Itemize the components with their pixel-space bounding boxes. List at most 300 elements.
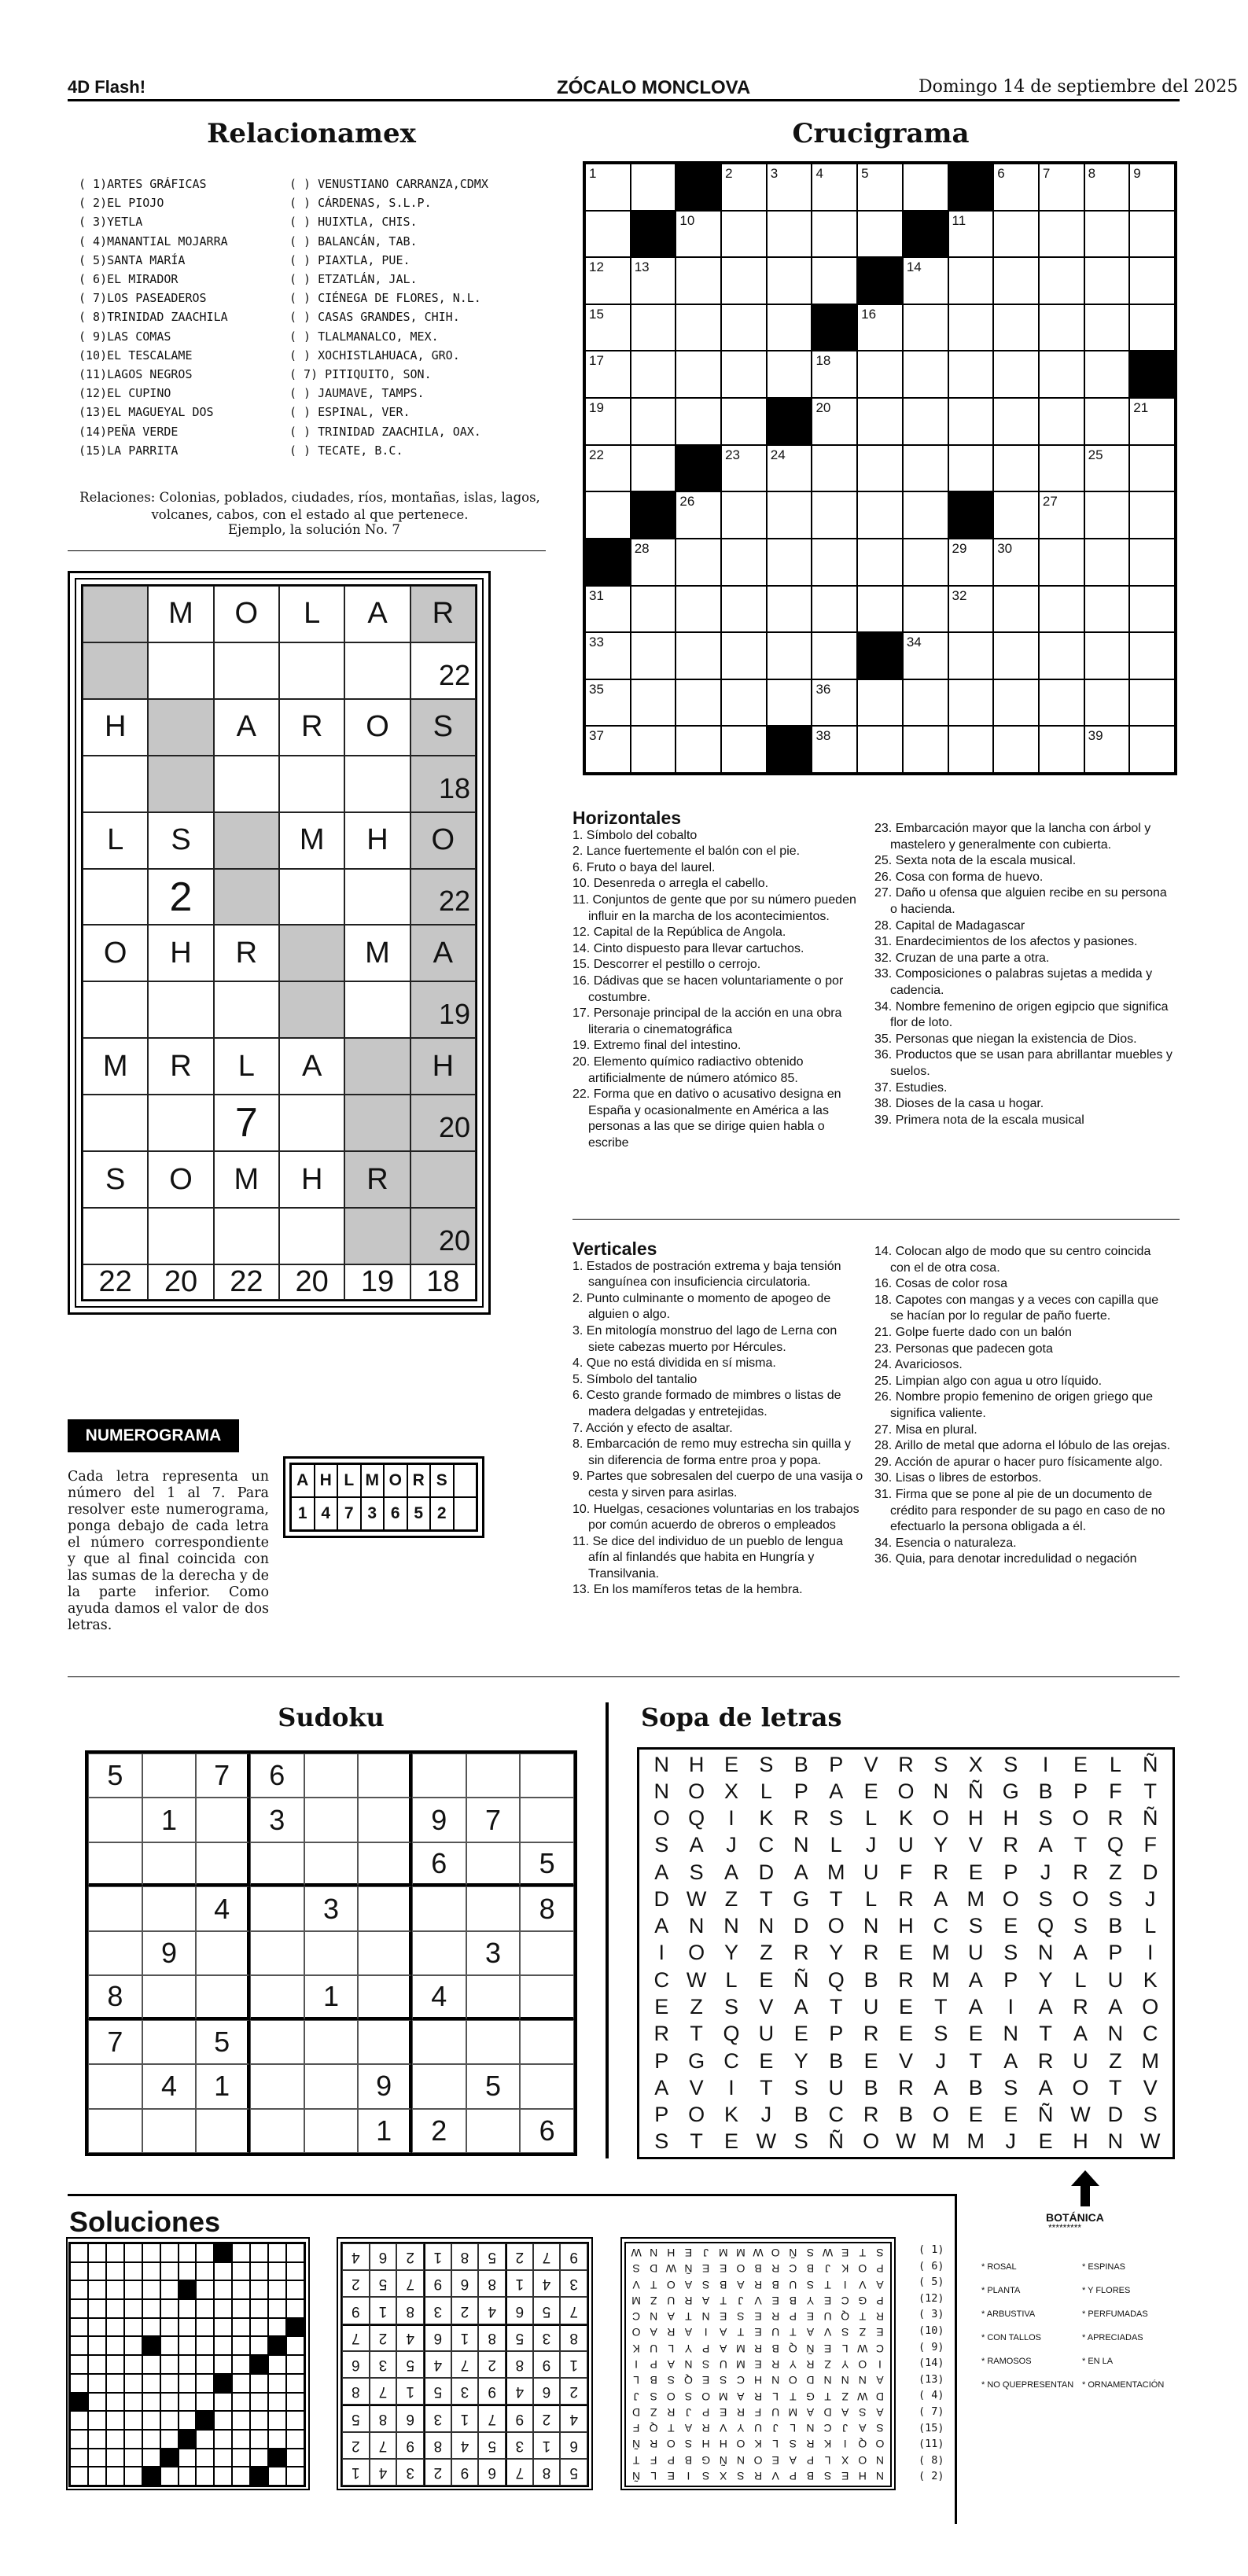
word-search-letter[interactable]: K — [1143, 1967, 1158, 1992]
word-search-letter[interactable]: N — [758, 1914, 775, 1938]
word-search-letter[interactable]: V — [759, 1995, 774, 2019]
word-search-letter[interactable]: E — [793, 2022, 808, 2046]
crossword-cell[interactable] — [767, 164, 812, 211]
numerograma-cell[interactable] — [214, 812, 279, 869]
crossword-cell[interactable] — [1084, 398, 1130, 445]
crossword-grid[interactable] — [583, 161, 1177, 775]
numerograma-cell[interactable] — [344, 1095, 410, 1151]
sudoku-cell[interactable] — [358, 1798, 412, 1842]
crossword-cell[interactable] — [721, 398, 767, 445]
word-search-letter[interactable]: O — [827, 1914, 845, 1938]
word-search-letter[interactable]: E — [1003, 1914, 1018, 1938]
crossword-cell[interactable] — [1084, 445, 1130, 492]
word-search-letter[interactable]: Ñ — [1037, 2103, 1054, 2127]
crossword-cell[interactable] — [812, 398, 857, 445]
crossword-cell[interactable] — [1084, 304, 1130, 351]
word-search-letter[interactable]: E — [968, 1860, 983, 1884]
word-search-letter[interactable]: S — [1003, 2075, 1018, 2099]
word-search-letter[interactable]: E — [654, 1995, 669, 2019]
crossword-cell[interactable] — [631, 164, 676, 211]
word-search-letter[interactable]: Q — [1037, 1914, 1055, 1938]
crossword-cell[interactable] — [857, 351, 903, 398]
crossword-cell[interactable] — [903, 398, 948, 445]
crossword-cell[interactable] — [993, 632, 1039, 679]
word-search-letter[interactable]: Ñ — [793, 1967, 809, 1992]
numerograma-cell[interactable] — [279, 642, 344, 699]
word-search-letter[interactable]: E — [1003, 2103, 1018, 2127]
word-search-letter[interactable]: I — [1147, 1941, 1154, 1965]
word-search-letter[interactable]: L — [830, 1833, 842, 1857]
word-search-letter[interactable]: U — [1107, 1967, 1124, 1992]
word-search-letter[interactable]: Ñ — [1143, 1752, 1158, 1776]
word-search-letter[interactable]: R — [1003, 1833, 1018, 1857]
word-search-letter[interactable]: O — [863, 2129, 880, 2154]
crossword-cell[interactable] — [1084, 351, 1130, 398]
crossword-cell[interactable] — [721, 257, 767, 304]
crossword-cell[interactable] — [1039, 539, 1084, 586]
crossword-cell[interactable] — [585, 491, 631, 539]
word-search-letter[interactable]: N — [653, 1752, 669, 1776]
sudoku-cell[interactable] — [520, 1754, 574, 1798]
sudoku-cell[interactable] — [466, 1842, 521, 1886]
crossword-cell[interactable] — [948, 445, 994, 492]
word-search-letter[interactable]: L — [725, 1967, 738, 1992]
word-search-letter[interactable]: P — [654, 2048, 669, 2073]
word-search-letter[interactable]: A — [793, 1995, 808, 2019]
crossword-cell[interactable] — [993, 445, 1039, 492]
sudoku-cell[interactable] — [88, 1798, 142, 1842]
crossword-cell[interactable] — [721, 539, 767, 586]
word-search-letter[interactable]: M — [966, 2129, 985, 2154]
crossword-cell[interactable] — [993, 491, 1039, 539]
numerograma-cell[interactable] — [279, 981, 344, 1038]
crossword-cell[interactable] — [1129, 539, 1175, 586]
crossword-cell[interactable] — [1084, 726, 1130, 773]
word-search-letter[interactable]: E — [898, 1995, 913, 2019]
word-search-letter[interactable]: O — [932, 1806, 949, 1831]
word-search-letter[interactable]: C — [758, 1833, 775, 1857]
crossword-cell[interactable] — [903, 632, 948, 679]
crossword-cell[interactable] — [767, 586, 812, 633]
word-search-letter[interactable]: L — [1144, 1914, 1157, 1938]
sudoku-cell[interactable] — [196, 2109, 250, 2153]
word-search-letter[interactable]: A — [933, 2075, 948, 2099]
numerograma-cell[interactable] — [214, 642, 279, 699]
word-search-letter[interactable]: A — [1073, 2022, 1088, 2046]
word-search-letter[interactable]: S — [829, 1806, 844, 1831]
word-search-letter[interactable]: O — [932, 2103, 949, 2127]
crossword-cell[interactable] — [767, 491, 812, 539]
crossword-cell[interactable] — [767, 445, 812, 492]
word-search-letter[interactable]: S — [933, 1752, 948, 1776]
word-search-letter[interactable]: W — [1070, 2103, 1091, 2127]
word-search-letter[interactable]: B — [863, 1967, 878, 1992]
crossword-cell[interactable] — [1129, 726, 1175, 773]
crossword-cell[interactable] — [903, 679, 948, 727]
crossword-cell[interactable] — [948, 211, 994, 258]
word-search-letter[interactable]: S — [1143, 2103, 1158, 2127]
crossword-cell[interactable] — [1084, 679, 1130, 727]
word-search-letter[interactable]: A — [793, 1860, 808, 1884]
crossword-cell[interactable] — [631, 445, 676, 492]
word-search-letter[interactable]: Q — [1106, 1833, 1124, 1857]
crossword-cell[interactable] — [631, 679, 676, 727]
crossword-cell[interactable] — [903, 726, 948, 773]
word-search-letter[interactable]: J — [1040, 1860, 1051, 1884]
word-search-letter[interactable]: L — [865, 1886, 878, 1911]
numerograma-grid[interactable] — [81, 584, 477, 1301]
numerograma-cell[interactable] — [344, 1038, 410, 1095]
crossword-cell[interactable] — [1129, 398, 1175, 445]
word-search-letter[interactable]: H — [898, 1914, 914, 1938]
word-search-letter[interactable]: D — [758, 1860, 775, 1884]
crossword-cell[interactable] — [993, 257, 1039, 304]
word-search-letter[interactable]: R — [863, 1941, 879, 1965]
word-search-letter[interactable]: A — [654, 1914, 669, 1938]
word-search-letter[interactable]: N — [688, 1914, 705, 1938]
crossword-cell[interactable] — [676, 632, 721, 679]
crossword-cell[interactable] — [812, 351, 857, 398]
word-search-letter[interactable]: B — [898, 2103, 913, 2127]
word-search-letter[interactable]: R — [1037, 2048, 1054, 2073]
crossword-cell[interactable] — [767, 257, 812, 304]
word-search-letter[interactable]: D — [653, 1886, 669, 1911]
crossword-cell[interactable] — [1129, 211, 1175, 258]
word-search-letter[interactable]: S — [968, 1914, 983, 1938]
word-search-letter[interactable]: I — [728, 1806, 734, 1831]
word-search-letter[interactable]: P — [654, 2103, 669, 2127]
crossword-cell[interactable] — [993, 211, 1039, 258]
crossword-cell[interactable] — [585, 679, 631, 727]
crossword-cell[interactable] — [631, 726, 676, 773]
word-search-letter[interactable]: V — [898, 2048, 913, 2073]
word-search-letter[interactable]: R — [653, 2022, 669, 2046]
word-search-letter[interactable]: S — [1073, 1914, 1088, 1938]
word-search-letter[interactable]: T — [829, 1995, 843, 2019]
sudoku-cell[interactable] — [358, 1931, 412, 1975]
word-search-letter[interactable]: A — [1038, 1995, 1053, 2019]
word-search-letter[interactable]: Q — [827, 1967, 845, 1992]
crossword-cell[interactable] — [721, 586, 767, 633]
word-search-letter[interactable]: C — [933, 1914, 949, 1938]
numerograma-cell[interactable] — [279, 925, 344, 981]
crossword-cell[interactable] — [948, 539, 994, 586]
word-search-letter[interactable]: M — [826, 1860, 845, 1884]
word-search-letter[interactable]: U — [828, 2075, 844, 2099]
word-search-letter[interactable]: R — [898, 1752, 914, 1776]
crossword-cell[interactable] — [1039, 726, 1084, 773]
word-search-letter[interactable]: K — [759, 1806, 774, 1831]
word-search-letter[interactable]: L — [760, 1779, 772, 1803]
sudoku-cell[interactable] — [466, 2020, 521, 2064]
numerograma-cell[interactable] — [83, 981, 148, 1038]
word-search-letter[interactable]: A — [968, 1995, 983, 2019]
crossword-cell[interactable] — [585, 632, 631, 679]
sudoku-cell[interactable] — [142, 1886, 197, 1930]
sudoku-grid[interactable] — [85, 1750, 577, 2156]
crossword-cell[interactable] — [585, 445, 631, 492]
sudoku-cell[interactable] — [466, 1754, 521, 1798]
sudoku-cell[interactable] — [520, 1798, 574, 1842]
word-search-letter[interactable]: S — [654, 2129, 669, 2154]
crossword-cell[interactable] — [1039, 257, 1084, 304]
word-search-letter[interactable]: J — [935, 2048, 947, 2073]
numerograma-cell[interactable] — [214, 981, 279, 1038]
word-search-letter[interactable]: G — [793, 1886, 810, 1911]
crossword-cell[interactable] — [993, 539, 1039, 586]
crossword-cell[interactable] — [948, 632, 994, 679]
word-search-letter[interactable]: S — [1038, 1886, 1053, 1911]
numerograma-cell[interactable] — [83, 1208, 148, 1264]
word-search-letter[interactable]: T — [969, 2048, 983, 2073]
word-search-letter[interactable]: N — [1037, 1941, 1054, 1965]
word-search-letter[interactable]: M — [966, 1886, 985, 1911]
word-search-letter[interactable]: E — [723, 2129, 738, 2154]
crossword-cell[interactable] — [1129, 586, 1175, 633]
numerograma-cell[interactable] — [279, 1208, 344, 1264]
word-search-letter[interactable]: P — [1003, 1860, 1018, 1884]
crossword-cell[interactable] — [812, 586, 857, 633]
word-search-letter[interactable]: X — [968, 1752, 983, 1776]
word-search-letter[interactable]: A — [1073, 1941, 1088, 1965]
word-search-letter[interactable]: S — [654, 1833, 669, 1857]
crossword-cell[interactable] — [585, 398, 631, 445]
word-search-letter[interactable]: L — [1074, 1967, 1087, 1992]
word-search-letter[interactable]: C — [653, 1967, 669, 1992]
numerograma-cell[interactable] — [148, 1208, 213, 1264]
word-search-letter[interactable]: S — [689, 1860, 704, 1884]
crossword-cell[interactable] — [812, 211, 857, 258]
word-search-letter[interactable]: E — [863, 2048, 878, 2073]
word-search-letter[interactable]: W — [896, 2129, 916, 2154]
numerograma-cell[interactable] — [279, 869, 344, 926]
word-search-letter[interactable]: I — [658, 1941, 664, 1965]
word-search-letter[interactable]: B — [863, 2075, 878, 2099]
sudoku-cell[interactable] — [142, 2020, 197, 2064]
word-search-letter[interactable]: E — [863, 1779, 878, 1803]
crossword-cell[interactable] — [1084, 539, 1130, 586]
word-search-letter[interactable]: N — [1003, 2022, 1018, 2046]
crossword-cell[interactable] — [948, 398, 994, 445]
word-search-letter[interactable]: G — [1002, 1779, 1019, 1803]
word-search-letter[interactable]: P — [1108, 1941, 1123, 1965]
crossword-cell[interactable] — [721, 679, 767, 727]
crossword-cell[interactable] — [903, 539, 948, 586]
sudoku-cell[interactable] — [142, 1975, 197, 2019]
sudoku-cell[interactable] — [304, 1931, 359, 1975]
crossword-cell[interactable] — [676, 726, 721, 773]
word-search-letter[interactable]: R — [793, 1806, 809, 1831]
sudoku-cell[interactable] — [412, 1931, 466, 1975]
word-search-letter[interactable]: V — [968, 1833, 983, 1857]
word-search-letter[interactable]: J — [760, 2103, 772, 2127]
word-search-letter[interactable]: S — [723, 1995, 738, 2019]
numerograma-cell[interactable] — [148, 981, 213, 1038]
word-search-letter[interactable]: T — [1039, 2022, 1052, 2046]
crossword-cell[interactable] — [857, 398, 903, 445]
crossword-cell[interactable] — [585, 586, 631, 633]
crossword-cell[interactable] — [1084, 211, 1130, 258]
word-search-letter[interactable]: V — [689, 2075, 704, 2099]
word-search-letter[interactable]: H — [688, 1752, 705, 1776]
word-search-letter[interactable]: B — [1038, 1779, 1053, 1803]
crossword-cell[interactable] — [903, 257, 948, 304]
word-search-letter[interactable]: A — [654, 2075, 669, 2099]
word-search-letter[interactable]: M — [932, 1941, 950, 1965]
word-search-letter[interactable]: A — [933, 1886, 948, 1911]
crossword-cell[interactable] — [1039, 632, 1084, 679]
word-search-letter[interactable]: T — [1109, 2075, 1122, 2099]
crossword-cell[interactable] — [631, 586, 676, 633]
word-search-letter[interactable]: T — [690, 2022, 703, 2046]
word-search-letter[interactable]: Y — [829, 1941, 844, 1965]
crossword-cell[interactable] — [1129, 304, 1175, 351]
numerograma-cell[interactable] — [148, 642, 213, 699]
word-search-letter[interactable]: E — [1073, 1752, 1088, 1776]
crossword-cell[interactable] — [812, 726, 857, 773]
crossword-cell[interactable] — [721, 726, 767, 773]
sudoku-cell[interactable] — [520, 1975, 574, 2019]
word-search-letter[interactable]: O — [1142, 1995, 1159, 2019]
crossword-cell[interactable] — [857, 491, 903, 539]
word-search-grid[interactable] — [637, 1747, 1175, 2159]
crossword-cell[interactable] — [812, 632, 857, 679]
sudoku-cell[interactable] — [250, 1931, 304, 1975]
crossword-cell[interactable] — [676, 398, 721, 445]
crossword-cell[interactable] — [903, 164, 948, 211]
word-search-letter[interactable]: A — [968, 1967, 983, 1992]
word-search-letter[interactable]: J — [865, 1833, 877, 1857]
crossword-cell[interactable] — [631, 304, 676, 351]
crossword-cell[interactable] — [1084, 164, 1130, 211]
word-search-letter[interactable]: T — [1143, 1779, 1158, 1803]
sudoku-cell[interactable] — [142, 1754, 197, 1798]
numerograma-cell[interactable] — [410, 1151, 476, 1208]
word-search-letter[interactable]: S — [1003, 1752, 1018, 1776]
word-search-letter[interactable]: R — [1073, 1860, 1088, 1884]
crossword-cell[interactable] — [1084, 632, 1130, 679]
word-search-letter[interactable]: R — [793, 1941, 809, 1965]
word-search-letter[interactable]: G — [688, 2048, 705, 2073]
word-search-letter[interactable]: B — [968, 2075, 983, 2099]
word-search-letter[interactable]: O — [897, 1779, 915, 1803]
word-search-letter[interactable]: N — [653, 1779, 669, 1803]
word-search-letter[interactable]: Ñ — [1143, 1806, 1158, 1831]
word-search-letter[interactable]: R — [898, 2075, 914, 2099]
numerograma-cell[interactable] — [214, 756, 279, 812]
word-search-letter[interactable]: Y — [933, 1833, 948, 1857]
sudoku-cell[interactable] — [358, 2020, 412, 2064]
word-search-letter[interactable]: I — [1042, 1752, 1049, 1776]
crossword-cell[interactable] — [721, 632, 767, 679]
word-search-letter[interactable]: S — [933, 2022, 948, 2046]
crossword-cell[interactable] — [1129, 257, 1175, 304]
word-search-letter[interactable]: S — [1108, 1886, 1123, 1911]
crossword-cell[interactable] — [767, 211, 812, 258]
sudoku-cell[interactable] — [88, 1886, 142, 1930]
sudoku-cell[interactable] — [88, 1842, 142, 1886]
crossword-cell[interactable] — [1129, 164, 1175, 211]
crossword-cell[interactable] — [948, 586, 994, 633]
crossword-cell[interactable] — [993, 351, 1039, 398]
word-search-letter[interactable]: S — [1038, 1806, 1053, 1831]
crossword-cell[interactable] — [676, 539, 721, 586]
crossword-cell[interactable] — [1039, 304, 1084, 351]
sudoku-cell[interactable] — [196, 1842, 250, 1886]
crossword-cell[interactable] — [812, 164, 857, 211]
sudoku-cell[interactable] — [142, 1842, 197, 1886]
word-search-letter[interactable]: R — [933, 1860, 949, 1884]
crossword-cell[interactable] — [585, 211, 631, 258]
crossword-cell[interactable] — [585, 726, 631, 773]
word-search-letter[interactable]: A — [1038, 1833, 1053, 1857]
crossword-cell[interactable] — [585, 257, 631, 304]
numerograma-cell[interactable] — [83, 642, 148, 699]
word-search-letter[interactable]: S — [1003, 1941, 1018, 1965]
word-search-letter[interactable]: W — [1140, 2129, 1161, 2154]
sudoku-cell[interactable] — [412, 2064, 466, 2108]
crossword-cell[interactable] — [903, 445, 948, 492]
sudoku-cell[interactable] — [520, 1931, 574, 1975]
word-search-letter[interactable]: F — [899, 1860, 913, 1884]
word-search-letter[interactable]: A — [689, 1833, 704, 1857]
word-search-letter[interactable]: R — [863, 2103, 879, 2127]
sudoku-cell[interactable] — [196, 1975, 250, 2019]
numerograma-cell[interactable] — [344, 1208, 410, 1264]
sudoku-cell[interactable] — [250, 1842, 304, 1886]
crossword-cell[interactable] — [857, 445, 903, 492]
sudoku-cell[interactable] — [142, 2109, 197, 2153]
word-search-letter[interactable]: B — [1108, 1914, 1123, 1938]
sudoku-cell[interactable] — [88, 2109, 142, 2153]
word-search-letter[interactable]: V — [1143, 2075, 1158, 2099]
numerograma-cell[interactable] — [279, 756, 344, 812]
crossword-cell[interactable] — [721, 211, 767, 258]
word-search-letter[interactable]: O — [688, 2103, 705, 2127]
word-search-letter[interactable]: O — [688, 1779, 705, 1803]
word-search-letter[interactable]: T — [760, 1886, 773, 1911]
crossword-cell[interactable] — [903, 491, 948, 539]
sudoku-cell[interactable] — [466, 1975, 521, 2019]
word-search-letter[interactable]: D — [1143, 1860, 1158, 1884]
crossword-cell[interactable] — [721, 351, 767, 398]
word-search-letter[interactable]: E — [968, 2022, 983, 2046]
crossword-cell[interactable] — [903, 304, 948, 351]
word-search-letter[interactable]: R — [898, 1967, 914, 1992]
word-search-letter[interactable]: B — [793, 2103, 808, 2127]
sudoku-cell[interactable] — [250, 1886, 304, 1930]
word-search-letter[interactable]: C — [828, 2103, 844, 2127]
word-search-letter[interactable]: R — [1073, 1995, 1088, 2019]
crossword-cell[interactable] — [903, 351, 948, 398]
crossword-cell[interactable] — [721, 164, 767, 211]
word-search-letter[interactable]: E — [759, 2048, 774, 2073]
sudoku-cell[interactable] — [196, 1931, 250, 1975]
word-search-letter[interactable]: R — [898, 1886, 914, 1911]
word-search-letter[interactable]: S — [793, 2075, 808, 2099]
word-search-letter[interactable]: A — [829, 1779, 844, 1803]
numerograma-cell[interactable] — [214, 869, 279, 926]
crossword-cell[interactable] — [1039, 679, 1084, 727]
word-search-letter[interactable]: U — [898, 1833, 914, 1857]
word-search-letter[interactable]: H — [1073, 2129, 1088, 2154]
word-search-letter[interactable]: H — [968, 1806, 984, 1831]
word-search-letter[interactable]: V — [863, 1752, 878, 1776]
word-search-letter[interactable]: U — [758, 2022, 775, 2046]
crossword-cell[interactable] — [993, 679, 1039, 727]
word-search-letter[interactable]: L — [1109, 1752, 1121, 1776]
crossword-cell[interactable] — [948, 679, 994, 727]
